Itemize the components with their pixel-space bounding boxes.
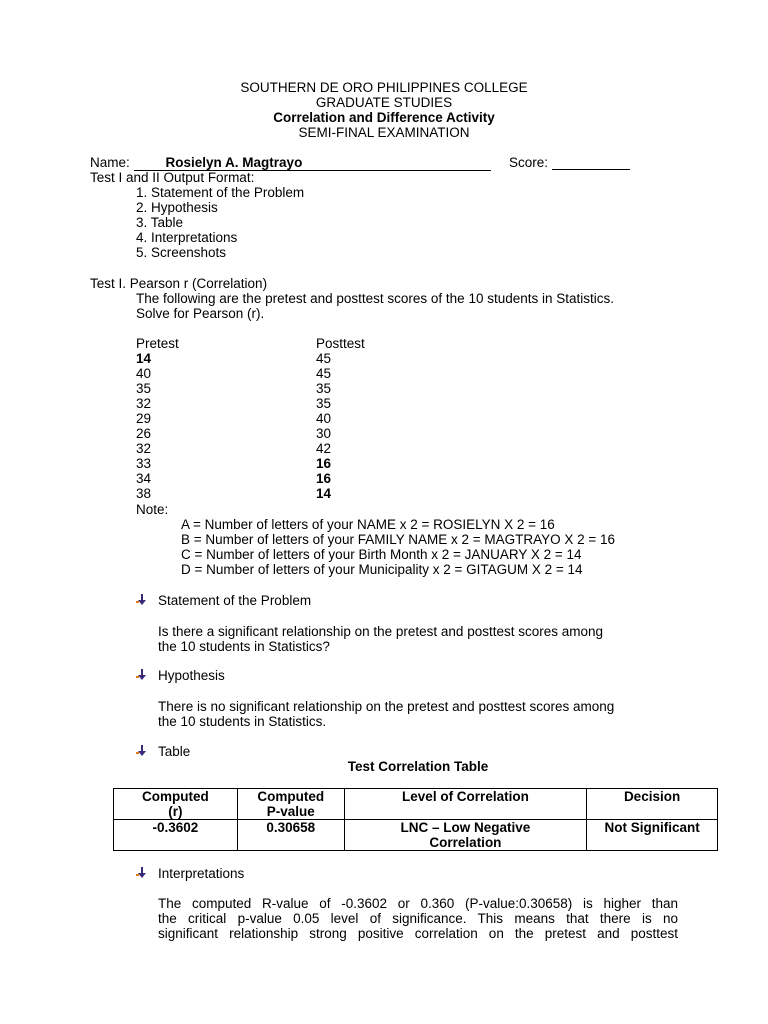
test1-desc: Solve for Pearson (r).: [136, 306, 265, 321]
format-item: 5. Screenshots: [136, 245, 227, 260]
posttest-header: Posttest: [316, 336, 365, 351]
name-field: [134, 156, 491, 171]
posttest-value: 16: [316, 471, 332, 486]
format-item: 4. Interpretations: [136, 230, 238, 245]
table-title: Table: [158, 744, 191, 759]
cell-level: [344, 820, 586, 851]
note-label: Note:: [136, 502, 169, 517]
posttest-value: 40: [316, 411, 332, 426]
statement-title: Statement of the Problem: [158, 593, 312, 608]
cell-p: 0.30658: [237, 820, 344, 851]
header-level: Level of Correlation: [344, 789, 586, 820]
note-item: C = Number of letters of your Birth Month x 2 = JANUARY X 2 = 14: [181, 547, 582, 562]
header-text: (r): [168, 804, 183, 819]
arrow-bullet-icon: [136, 669, 148, 681]
posttest-value: 45: [316, 351, 332, 366]
score-label: Score:: [509, 155, 549, 170]
pretest-value: 32: [136, 396, 152, 411]
header-text: Computed: [257, 789, 325, 804]
statement-text: Is there a significant relationship on the pretest and posttest scores among: [158, 624, 604, 639]
pretest-value: 38: [136, 486, 152, 501]
table-header-row: [114, 789, 718, 820]
pretest-value: 26: [136, 426, 152, 441]
name-label: Name:: [90, 155, 130, 170]
arrow-bullet-icon: [136, 594, 148, 606]
posttest-value: 14: [316, 486, 332, 501]
school-name: SOUTHERN DE ORO PHILIPPINES COLLEGE: [240, 80, 528, 95]
table-row: [114, 820, 718, 851]
hypothesis-title: Hypothesis: [158, 668, 225, 683]
pretest-header: Pretest: [136, 336, 179, 351]
interpretations-title: Interpretations: [158, 866, 245, 881]
posttest-value: 35: [316, 396, 332, 411]
cell-r: -0.3602: [114, 820, 238, 851]
posttest-value: 16: [316, 456, 332, 471]
interpretation-text: the critical p-value 0.05 level of significance. This means that there is no: [158, 911, 678, 926]
department: GRADUATE STUDIES: [315, 95, 453, 110]
exam-title: SEMI-FINAL EXAMINATION: [298, 125, 470, 140]
format-item: 1. Statement of the Problem: [136, 185, 305, 200]
header-computed-p: [237, 789, 344, 820]
correlation-table: [113, 788, 718, 851]
pretest-value: 14: [136, 351, 152, 366]
interpretation-text: The computed R-value of -0.3602 or 0.360 (P-value:0.30658) is higher than: [158, 896, 678, 911]
posttest-value: 30: [316, 426, 332, 441]
activity-title: Correlation and Difference Activity: [273, 110, 495, 125]
hypothesis-text: the 10 students in Statistics.: [158, 714, 327, 729]
pretest-value: 34: [136, 471, 152, 486]
format-item: 2. Hypothesis: [136, 200, 218, 215]
arrow-bullet-icon: [136, 745, 148, 757]
note-item: B = Number of letters of your FAMILY NAME x 2 = MAGTRAYO X 2 = 16: [181, 532, 616, 547]
pretest-value: 35: [136, 381, 152, 396]
interpretation-text: significant relationship strong positive correlation on the pretest and posttest: [158, 926, 678, 941]
cell-text: Correlation: [429, 835, 502, 850]
test1-title: Test I. Pearson r (Correlation): [90, 276, 268, 291]
format-item: 3. Table: [136, 215, 184, 230]
header-text: Computed: [142, 789, 209, 804]
pretest-value: 33: [136, 456, 152, 471]
posttest-value: 35: [316, 381, 332, 396]
posttest-value: 45: [316, 366, 332, 381]
pretest-value: 32: [136, 441, 152, 456]
format-title: Test I and II Output Format:: [90, 170, 255, 185]
posttest-value: 42: [316, 441, 332, 456]
note-item: A = Number of letters of your NAME x 2 = ROSIELYN X 2 = 16: [181, 517, 555, 532]
pretest-value: 29: [136, 411, 152, 426]
pretest-value: 40: [136, 366, 152, 381]
cell-text: LNC – Low Negative: [400, 820, 531, 835]
statement-text: the 10 students in Statistics?: [158, 639, 330, 654]
name-value: Rosielyn A. Magtrayo: [165, 155, 303, 170]
cell-decision: Not Significant: [587, 820, 718, 851]
table-caption: Test Correlation Table: [347, 759, 489, 774]
header-computed-r: [114, 789, 238, 820]
score-field: [552, 156, 630, 170]
arrow-bullet-icon: [136, 867, 148, 879]
score-row: [509, 155, 630, 170]
name-row: [90, 155, 491, 171]
note-item: D = Number of letters of your Municipality x 2 = GITAGUM X 2 = 14: [181, 562, 583, 577]
header-decision: Decision: [587, 789, 718, 820]
test1-desc: The following are the pretest and posttest scores of the 10 students in Statistics.: [136, 291, 615, 306]
hypothesis-text: There is no significant relationship on the pretest and posttest scores among: [158, 699, 615, 714]
header-text: P-value: [266, 804, 315, 819]
